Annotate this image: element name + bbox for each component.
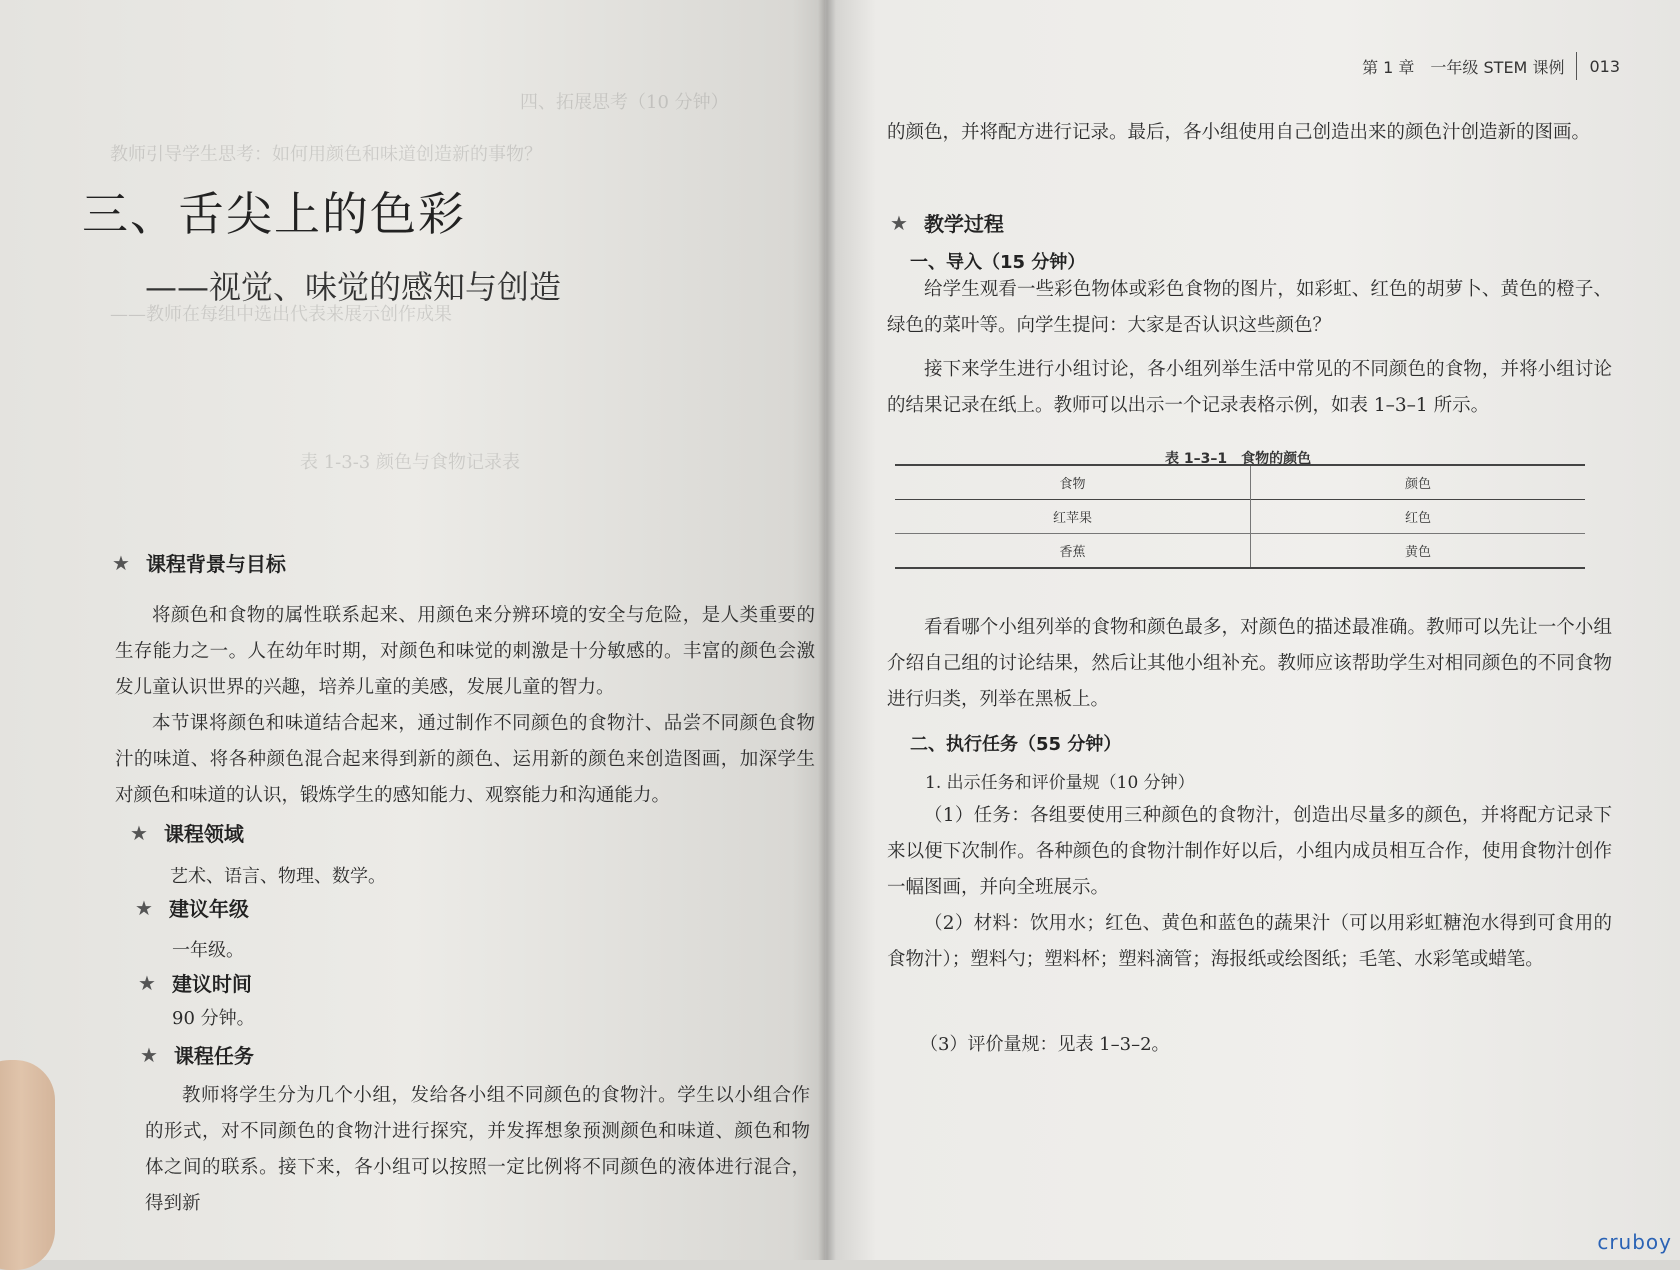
table-caption: 表 1–3–1 食物的颜色 [1165,451,1312,467]
section-heading-domain: ★ 课程领域 [130,820,244,846]
section-heading-background: ★ 课程背景与目标 [112,550,286,576]
page-number: 013 [1589,56,1620,76]
task-item: （1）任务：各组要使用三种颜色的食物汁，创造出尽量多的颜色，并将配方记录下来以便下次制作。各种颜色的食物汁制作好以后，小组内成员相互合作，使用食物汁创作一幅图画，并向全班展示。 [887,805,1612,898]
table-cell-food: 香蕉 [895,534,1251,569]
intro-paragraph: 给学生观看一些彩色物体或彩色食物的图片，如彩虹、红色的胡萝卜、黄色的橙子、绿色的菜叶等。向学生提问：大家是否认识这些颜色？ [887,279,1612,336]
time-text: 90 分钟。 [172,1008,255,1029]
left-page [0,0,825,1260]
show-through-text: 表 1-3-3 颜色与食物记录表 [300,452,520,473]
book-spine [818,0,836,1260]
star-icon: ★ [890,210,908,235]
task-item: （3）评价量规：见表 1–3–2。 [920,1034,1170,1055]
task-paragraph: 教师将学生分为几个小组，发给各小组不同颜色的食物汁。学生以小组合作的形式，对不同颜色的食物汁进行探究，并发挥想象预测颜色和味道、颜色和物体之间的联系。接下来，各小组可以按照一定比例将不同颜色的液体进行混合，得到新 [145,1085,810,1214]
chapter-title: 三、舌尖上的色彩 [82,187,466,241]
table-row [895,534,1585,569]
table-header-row [895,465,1585,500]
star-icon: ★ [138,970,156,995]
section-heading-grade: ★ 建议年级 [135,895,249,921]
table-row [895,500,1585,534]
show-through-text: 四、拓展思考（10 分钟） [520,92,729,113]
watermark: cruboy [1597,1230,1672,1254]
intro-heading: 一、导入（15 分钟） [910,252,1086,273]
discussion-paragraph: 看看哪个小组列举的食物和颜色最多，对颜色的描述最准确。教师可以先让一个小组介绍自己组的讨论结果，然后让其他小组补充。教师应该帮助学生对相同颜色的不同食物进行归类，列举在黑板上。 [887,617,1612,710]
chapter-subtitle: ——视觉、味觉的感知与创造 [145,268,562,306]
section-heading-task: ★ 课程任务 [140,1042,254,1068]
running-head [1362,52,1620,80]
show-through-text: 教师引导学生思考：如何用颜色和味道创造新的事物？ [110,144,542,165]
star-icon: ★ [135,895,153,920]
table-header-color: 颜色 [1404,477,1431,492]
table-cell-food: 红苹果 [895,500,1251,534]
show-through-text: ——教师在每组中选出代表来展示创作成果 [110,304,452,325]
background-paragraph: 将颜色和食物的属性联系起来、用颜色来分辨环境的安全与危险，是人类重要的生存能力之一。人在幼年时期，对颜色和味觉的刺激是十分敏感的。丰富的颜色会激发儿童认识世界的兴趣，培养儿童的美感，发展儿童的智力。 [115,605,815,698]
grade-text: 一年级。 [172,940,244,961]
table-header-food: 食物 [895,465,1251,500]
intro-paragraph: 接下来学生进行小组讨论，各小组列举生活中常见的不同颜色的食物，并将小组讨论的结果记录在纸上。教师可以出示一个记录表格示例，如表 1–3–1 所示。 [887,359,1612,416]
table-cell-color: 黄色 [1251,534,1586,569]
right-page [825,0,1680,1260]
task-item: （2）材料：饮用水；红色、黄色和蓝色的蔬果汁（可以用彩虹糖泡水得到可食用的食物汁）；塑料勺；塑料杯；塑料滴管；海报纸或绘图纸；毛笔、水彩笔或蜡笔。 [887,913,1612,970]
task-subheading: 1. 出示任务和评价量规（10 分钟） [925,773,1195,793]
continuation-paragraph: 的颜色，并将配方进行记录。最后，各小组使用自己创造出来的颜色汁创造新的图画。 [887,122,1591,143]
task-heading: 二、执行任务（55 分钟） [910,734,1122,755]
table-cell-color: 红色 [1404,511,1431,526]
food-color-table [895,464,1585,569]
section-heading-teaching: ★ 教学过程 [890,210,1004,236]
domain-text: 艺术、语言、物理、数学。 [170,866,386,887]
star-icon: ★ [140,1042,158,1067]
finger-image [0,1060,55,1270]
star-icon: ★ [130,820,148,845]
section-heading-time: ★ 建议时间 [138,970,252,996]
star-icon: ★ [112,550,130,575]
background-paragraph: 本节课将颜色和味道结合起来，通过制作不同颜色的食物汁、品尝不同颜色食物汁的味道、将各种颜色混合起来得到新的颜色、运用新的颜色来创造图画，加深学生对颜色和味道的认识，锻炼学生的感知能力、观察能力和沟通能力。 [115,713,815,806]
running-head-chapter: 第 1 章 一年级 STEM 课例 [1362,57,1565,77]
running-head-divider [1576,52,1577,80]
